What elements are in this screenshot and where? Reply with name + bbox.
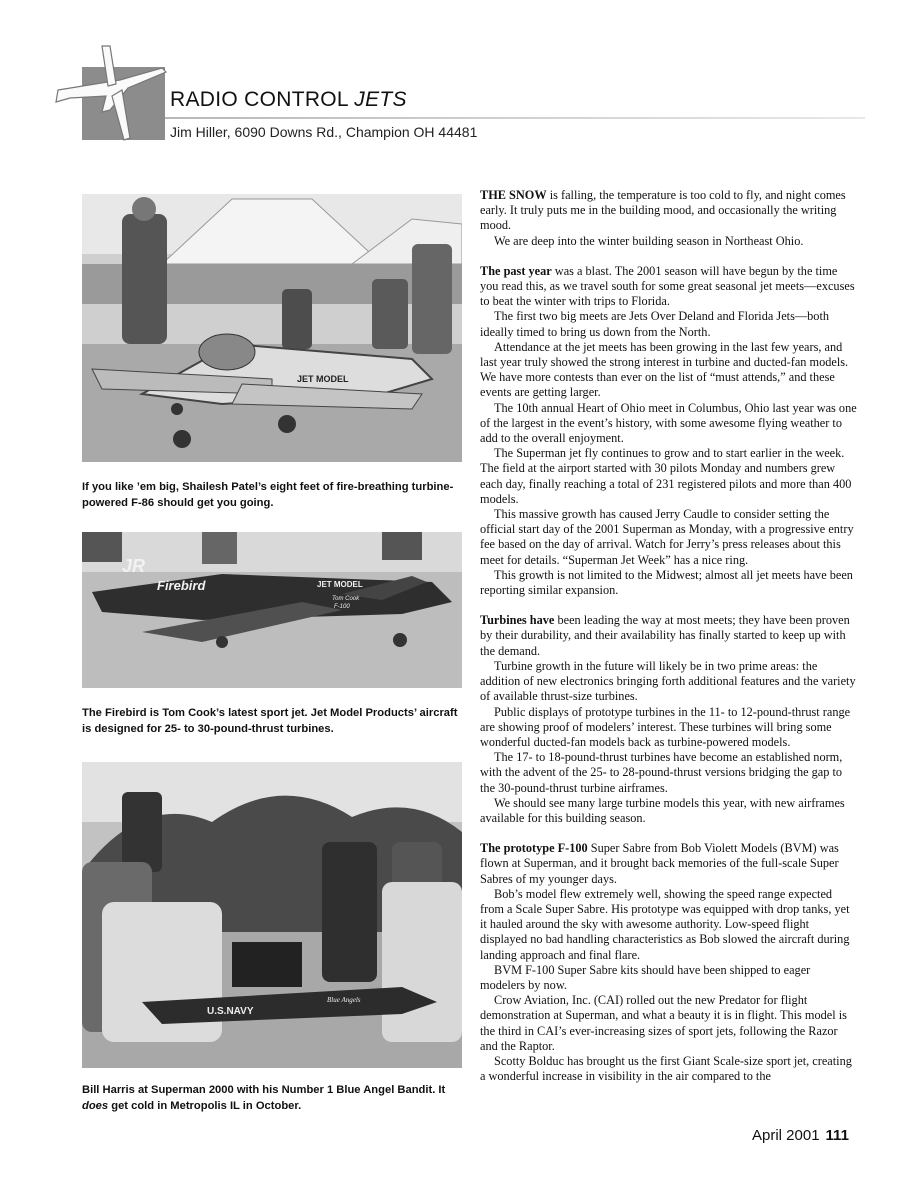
us-navy-marking: U.S.NAVY	[207, 1006, 254, 1017]
article-paragraph: BVM F-100 Super Sabre kits should have been shipped to eager modelers by now.	[480, 962, 811, 992]
section-title: RADIO CONTROL JETS	[170, 88, 407, 111]
firebird-marking: Firebird	[157, 578, 206, 593]
lead-in: The past year	[480, 263, 552, 278]
page-footer	[752, 1127, 849, 1144]
f100-marking: F-100	[334, 604, 350, 610]
article-paragraph: THE SNOW is falling, the temperature is too cold to fly, and night comes early. It truly puts me in the building mood, and occasionally the writing mood.	[480, 188, 846, 233]
page-number: 111	[825, 1127, 849, 1144]
photo-caption-1: If you like ’em big, Shailesh Patel’s eight feet of fire-breathing turbine-powered F-86 should get you going.	[82, 481, 454, 509]
article-paragraph: Turbines have been leading the way at most meets; they have been proven by their durability, and their availability has finally started to keep up with the demand.	[480, 613, 850, 658]
header-rule	[165, 117, 865, 119]
issue-date: April 2001	[752, 1127, 820, 1144]
article-section-f100	[480, 841, 858, 1084]
article-section-past-year	[480, 264, 858, 598]
article-paragraph: The 10th annual Heart of Ohio meet in Columbus, Ohio last year was one of the largest in the event’s history, with some awesome flying weather to add to the overall enjoyment.	[480, 400, 857, 446]
jet-model-marking: JET MODEL	[317, 580, 363, 589]
tom-cook-marking: Tom Cook	[332, 596, 360, 602]
article-paragraph: Bob’s model flew extremely well, showing the speed range expected from a Scale Super Sabre. His prototype was equipped with drop tanks, yet it hauled around the sky with awesome authority. Low-speed flight displayed no bad handling characteristics as Bob slowed the aircraft during landing approach and final flare.	[480, 886, 850, 962]
article-paragraph: This massive growth has caused Jerry Caudle to consider setting the official start day of the 2001 Superman as Monday, with a progressive entry fee based on the day of arrival. Watch for Jerry’s press releases about this meet for details. “Superman Jet Week” has a nice ring.	[480, 507, 854, 567]
lead-in: THE SNOW	[480, 188, 547, 202]
photo-caption-3: Bill Harris at Superman 2000 with his Number 1 Blue Angel Bandit. It does get cold in Metropolis IL in October.	[82, 1084, 446, 1112]
article-paragraph: The first two big meets are Jets Over Deland and Florida Jets—both ideally timed to bring us down from the North.	[480, 309, 830, 339]
article-paragraph: Attendance at the jet meets has been growing in the last few years, and last year truly showed the strong interest in turbine and ducted-fan models. We have more contests than ever on the list of “must attends,” and these events are getting larger.	[480, 339, 849, 400]
section-title-emphasis: JETS	[354, 88, 407, 111]
article-paragraph: Public displays of prototype turbines in the 11- to 12-pound-thrust range are showing proof of modelers’ interest. These turbines will bring some wonderful ducted-fan models back as turbine-powered models.	[480, 704, 851, 749]
article-section-snow	[480, 188, 858, 249]
photo-caption-2: The Firebird is Tom Cook’s latest sport jet. Jet Model Products’ aircraft is designed for 25- to 30-pound-thrust turbines.	[82, 707, 458, 735]
article-paragraph: This growth is not limited to the Midwest; almost all jet meets have been reporting similar expansion.	[480, 567, 853, 598]
photo-firebird-jet	[82, 532, 462, 688]
article-paragraph: We should see many large turbine models this year, with new airframes available for this building season.	[480, 795, 845, 825]
article-paragraph: The Superman jet fly continues to grow and to start earlier in the week. The field at the airport started with 30 pilots Monday and numbers grew each day, finally reaching a total of 231 registered pilots and more than 400 models.	[480, 446, 852, 506]
caption-emphasis: does	[82, 1100, 109, 1112]
f86-jet-model-marking: JET MODEL	[297, 374, 349, 384]
article-paragraph: Scotty Bolduc has brought us the first Giant Scale-size sport jet, creating a wonderful increase in visibility in the air compared to the	[480, 1053, 852, 1084]
article-paragraph: The past year was a blast. The 2001 season will have begun by the time you read this, as we travel south for some great seasonal jet meets—excuses to beat the winter with trips to Florida.	[480, 263, 855, 309]
article-paragraph: Crow Aviation, Inc. (CAI) rolled out the new Predator for flight demonstration at Superman, and what a beauty it is in flight. This model is the third in CAI’s ever-increasing sizes of sport jets, following the Razor and the Raptor.	[480, 993, 847, 1053]
article-section-turbines	[480, 613, 858, 826]
author-byline: Jim Hiller, 6090 Downs Rd., Champion OH 44481	[170, 124, 478, 140]
photo-blue-angel-bandit	[82, 762, 462, 1068]
blue-angels-marking: Blue Angels	[327, 996, 361, 1004]
article-paragraph: The prototype F-100 Super Sabre from Bob Violett Models (BVM) was flown at Superman, and it brought back memories of the full-scale Super Sabres of my younger days.	[480, 841, 839, 886]
photo-f86-jet	[82, 194, 462, 462]
jr-logo-marking: JR	[122, 556, 146, 576]
lead-in: Turbines have	[480, 613, 555, 628]
article-paragraph: We are deep into the winter building season in Northeast Ohio.	[494, 233, 804, 248]
article-paragraph: Turbine growth in the future will likely be in two prime areas: the addition of new electronics bringing forth additional features and the variety of available thrust-size turbines.	[480, 658, 856, 704]
jet-silhouette-icon	[50, 38, 170, 148]
article-body	[480, 188, 858, 1084]
lead-in: The prototype F-100	[480, 841, 588, 856]
article-paragraph: The 17- to 18-pound-thrust turbines have become an established norm, with the advent of the 25- to 28-pound-thrust versions bridging the gap to the 30-pound-thrust turbine airframes.	[480, 750, 843, 795]
